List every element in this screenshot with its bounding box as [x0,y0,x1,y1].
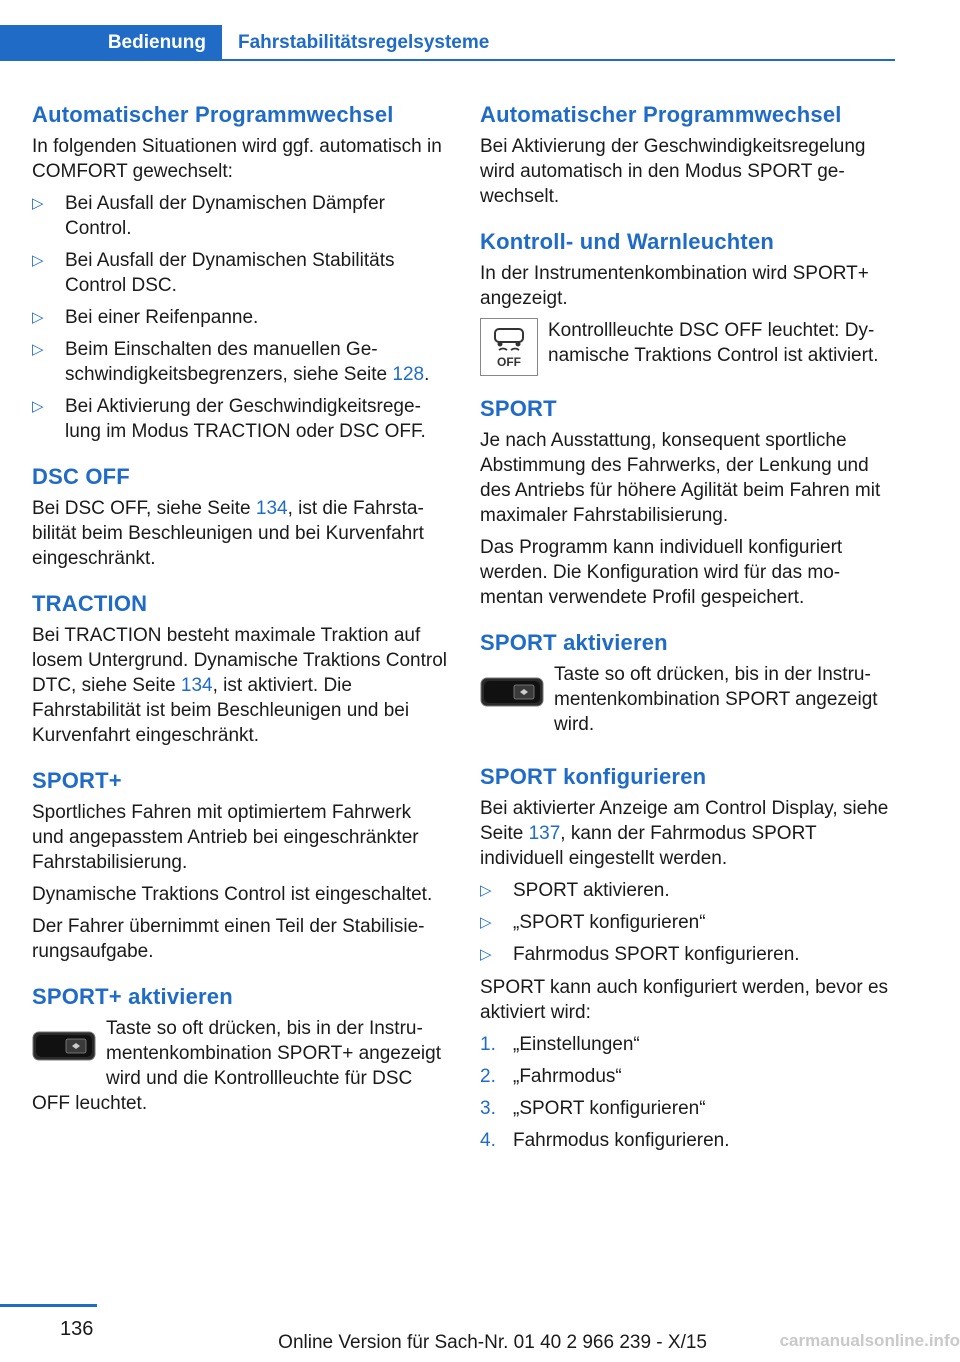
page-number: 136 [60,1318,94,1340]
section-auto-programmwechsel-right [480,100,896,209]
section-title: Automatischer Programmwechsel [480,102,842,127]
section-title: SPORT aktivieren [480,630,668,655]
list-item [480,1064,896,1089]
header-underline [222,59,895,61]
paragraph: Je nach Ausstattung, konsequent sportliche Abstimmung des Fahrwerks, der Lenkung und des Antriebs für höhere Agilität beim Fahren mit maximaler Fahrstabilisierung. [480,430,881,526]
section-title: Kontroll- und Warnleuchten [480,229,775,254]
header-tabbar [0,25,895,61]
paragraph: Dynamische Traktions Control ist eingeschaltet. [32,884,433,905]
paragraph [32,496,448,571]
step-number: 2. [480,1066,496,1087]
tab-bedienung[interactable]: Bedienung [0,25,222,61]
section-traction [32,589,448,748]
footer-rule [0,1304,97,1307]
triangle-bullet-icon: ▷ [32,341,44,358]
paragraph: Das Programm kann individuell konfiguriert werden. Die Konfiguration wird für das momentan verwendete Profil gespeichert. [480,537,843,608]
indicator-off-label: OFF [497,355,521,369]
list-item-text: Bei einer Reifenpanne. [65,307,259,328]
paragraph: Sportliches Fahren mit optimiertem Fahrwerk und angepasstem Antrieb bei eingeschränkter Fahrstabilisierung. [32,802,419,873]
list-item [480,942,896,967]
list-item [32,394,448,444]
triangle-bullet-icon: ▷ [32,398,44,415]
text-span: Bei TRACTION besteht maximale Traktion auf losem Untergrund. Dynamische Traktions Control DTC, siehe Seite [32,625,448,696]
section-title: SPORT+ [32,768,122,793]
section-title: TRACTION [32,591,148,616]
section-title: Automatischer Programmwechsel [32,102,394,127]
list-item-text: „SPORT konfigurieren“ [513,912,706,933]
list-item [480,1032,896,1057]
page-link[interactable]: 128 [392,364,425,385]
section-dsc-off [32,462,448,571]
paragraph [32,623,448,748]
drive-mode-button-icon [480,670,544,714]
section-title: SPORT konfigurieren [480,764,707,789]
list-item-text: Bei Ausfall der Dynamischen Dämpfer Control. [65,193,385,239]
list-item-text: Beim Einschalten des manuellen Geschwindigkeitsbegrenzers, siehe Seite [65,339,388,385]
section-sport [480,394,896,610]
watermark: carmanualsonline.info [779,1331,960,1350]
list-item [480,910,896,935]
numbered-list [480,1032,896,1153]
page-link[interactable]: 137 [528,823,561,844]
list-item [480,1128,896,1153]
right-column [480,100,896,1171]
list-item-text: Fahrmodus SPORT konfigurieren. [513,944,800,965]
paragraph: In folgenden Situationen wird ggf. automatisch in COMFORT gewechselt: [32,136,442,182]
text-span: , ist aktiviert. Die Fahrstabilität ist beim Beschleunigen und bei Kurvenfahrt eingeschränkt. [32,675,410,746]
triangle-bullet-icon: ▷ [480,882,492,899]
section-sport-plus [32,766,448,964]
section-title: DSC OFF [32,464,130,489]
paragraph: Der Fahrer übernimmt einen Teil der Stabilisierungsaufgabe. [32,916,425,962]
step-number: 1. [480,1034,496,1055]
paragraph: In der Instrumentenkombination wird SPORT+ angezeigt. [480,263,869,309]
paragraph: Taste so oft drücken, bis in der Instrumentenkombination SPORT angezeigt wird. [554,664,878,735]
footer-version-text: Online Version für Sach-Nr. 01 40 2 966 239 - X/15 [278,1332,707,1353]
triangle-bullet-icon: ▷ [480,946,492,963]
bullet-list [32,191,448,444]
paragraph: Kontrollleuchte DSC OFF leuchtet: Dynamische Traktions Control ist aktiviert. [548,320,879,366]
page-link[interactable]: 134 [180,675,213,696]
section-kontroll-warnleuchten [480,227,896,376]
list-item [480,1096,896,1121]
paragraph: Taste so oft drücken, bis in der Instrumentenkombination SPORT+ angezeigt wird und die Kontrollleuchte für DSC OFF leuchtet. [32,1018,441,1114]
triangle-bullet-icon: ▷ [480,914,492,931]
list-item [32,305,448,330]
list-item [32,337,448,387]
list-item-text-end: . [424,364,430,385]
text-span: , kann der Fahrmodus SPORT individuell eingestellt werden. [480,823,817,869]
list-item-text: „SPORT konfigurieren“ [513,1098,706,1119]
paragraph: SPORT kann auch konfiguriert werden, bevor es aktiviert wird: [480,977,889,1023]
left-column [32,100,448,1141]
text-span: Bei aktivierter Anzeige am Control Display, siehe Seite [480,798,889,844]
section-sport-aktivieren [480,628,896,744]
list-item [480,878,896,903]
bullet-list [480,878,896,967]
step-number: 4. [480,1130,496,1151]
text-span: , ist die Fahrstabilität beim Beschleunigen und bei Kurvenfahrt eingeschränkt. [32,498,424,569]
paragraph: Bei Aktivierung der Geschwindigkeitsregelung wird automatisch in den Modus SPORT gewechselt. [480,136,866,207]
drive-mode-button-icon [32,1024,96,1068]
list-item-text: SPORT aktivieren. [513,880,670,901]
list-item-text: Fahrmodus konfigurieren. [513,1130,730,1151]
list-item-text: „Fahrmodus“ [513,1066,622,1087]
tab-fahrstabilitaet[interactable]: Fahrstabilitätsregelsysteme [238,32,490,53]
list-item-text: „Einstellungen“ [513,1034,640,1055]
text-span: Bei DSC OFF, siehe Seite [32,498,256,519]
section-title: SPORT+ aktivieren [32,984,233,1009]
triangle-bullet-icon: ▷ [32,252,44,269]
section-sport-konfigurieren [480,762,896,1153]
list-item [32,248,448,298]
list-item [32,191,448,241]
step-number: 3. [480,1098,496,1119]
list-item-text: Bei Ausfall der Dynamischen Stabilitäts Control DSC. [65,250,395,296]
page-link[interactable]: 134 [255,498,288,519]
triangle-bullet-icon: ▷ [32,195,44,212]
section-title: SPORT [480,396,557,421]
section-auto-programmwechsel-left [32,100,448,444]
paragraph [480,796,896,871]
indicator-row [480,318,896,376]
section-sport-plus-aktivieren [32,982,448,1123]
triangle-bullet-icon: ▷ [32,309,44,326]
dsc-off-indicator-icon [480,318,538,376]
list-item-text: Bei Aktivierung der Geschwindigkeitsregelung im Modus TRACTION oder DSC OFF. [65,396,426,442]
